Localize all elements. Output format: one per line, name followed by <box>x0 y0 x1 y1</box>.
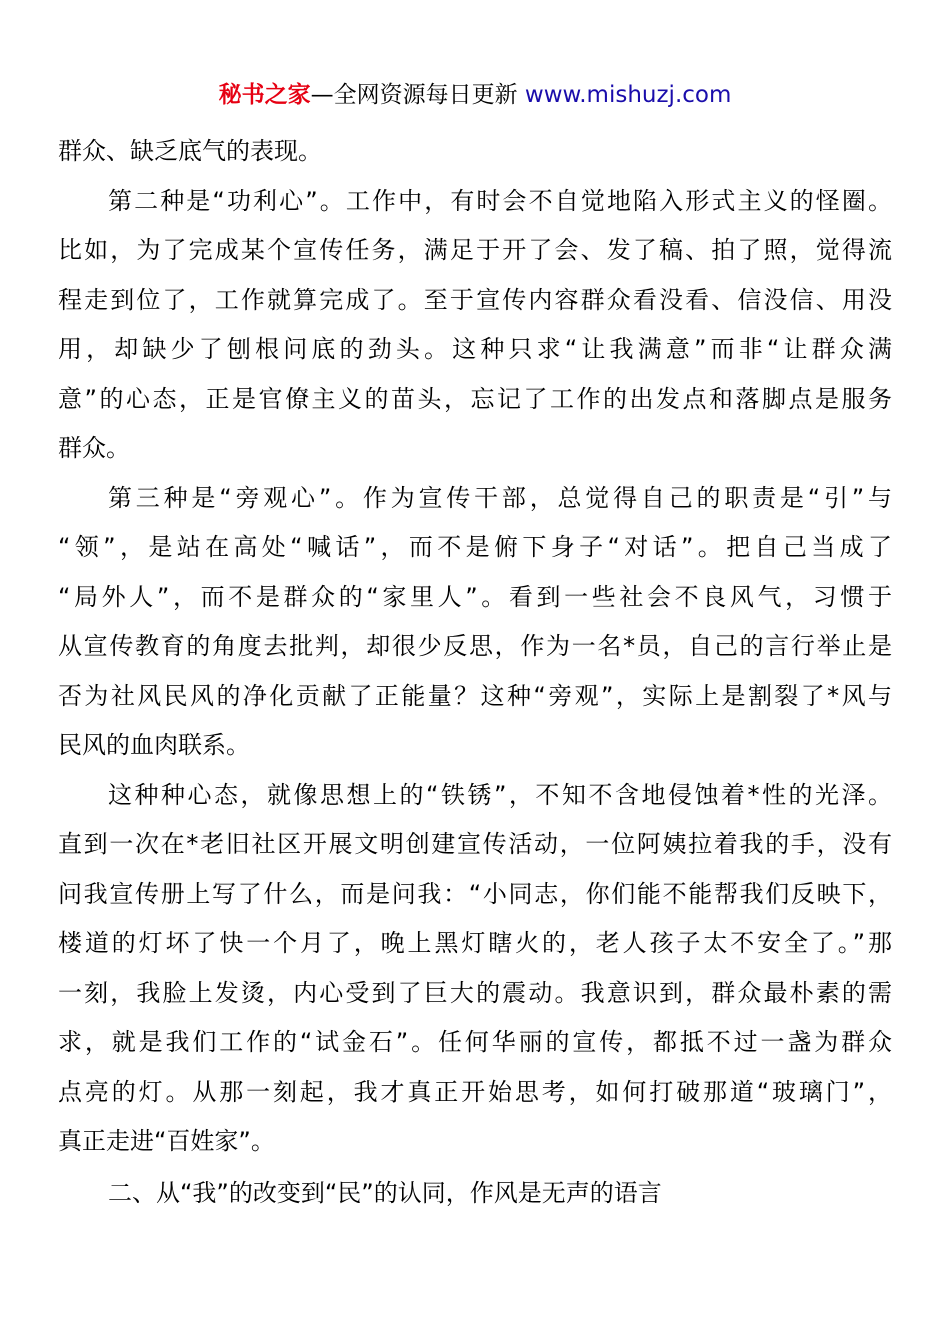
paragraph-start-line: 第二种是“功利心”。工作中，有时会不自觉地陷入形式主义的怪圈。 <box>108 186 892 215</box>
text-line: 从宣传教育的角度去批判，却很少反思，作为一名*员，自己的言行举止是 <box>58 632 892 660</box>
text-line: 用，却缺少了刨根问底的劲头。这种只求“让我满意”而非“让群众满 <box>58 335 892 363</box>
text-line: 民风的血肉联系。 <box>58 731 250 759</box>
text-line: 群众、缺乏底气的表现。 <box>58 137 322 165</box>
text-line: 程走到位了，工作就算完成了。至于宣传内容群众看没看、信没信、用没 <box>58 285 892 314</box>
text-line: 意”的心态，正是官僚主义的苗头，忘记了工作的出发点和落脚点是服务 <box>58 384 892 413</box>
text-line: 比如，为了完成某个宣传任务，满足于开了会、发了稿、拍了照，觉得流 <box>58 236 892 264</box>
paragraph-start-line: 第三种是“旁观心”。作为宣传干部，总觉得自己的职责是“引”与 <box>108 483 892 512</box>
text-line: “局外人”，而不是群众的“家里人”。看到一些社会不良风气，习惯于 <box>58 582 892 611</box>
text-line: 楼道的灯坏了快一个月了，晚上黑灯瞎火的，老人孩子太不安全了。”那 <box>58 929 892 957</box>
site-url-link[interactable]: www.mishuzj.com <box>524 82 732 108</box>
text-line: “领”，是站在高处“喊话”，而不是俯下身子“对话”。把自己当成了 <box>58 533 892 561</box>
text-line: 一刻，我脸上发烫，内心受到了巨大的震动。我意识到，群众最朴素的需 <box>58 978 892 1007</box>
text-line: 群众。 <box>58 434 130 462</box>
section-heading: 二、从“我”的改变到“民”的认同，作风是无声的语言 <box>108 1179 662 1207</box>
text-line: 点亮的灯。从那一刻起，我才真正开始思考，如何打破那道“玻璃门”， <box>58 1077 892 1106</box>
text-line: 否为社风民风的净化贡献了正能量？这种“旁观”，实际上是割裂了*风与 <box>58 681 892 710</box>
site-header <box>0 80 950 110</box>
site-brand: 秘书之家 <box>218 82 311 108</box>
paragraph-start-line: 这种种心态，就像思想上的“铁锈”，不知不含地侵蚀着*性的光泽。 <box>108 780 892 809</box>
site-tagline: —全网资源每日更新 <box>310 82 525 108</box>
text-line: 问我宣传册上写了什么，而是问我：“小同志，你们能不能帮我们反映下， <box>58 879 892 908</box>
text-line: 直到一次在*老旧社区开展文明创建宣传活动，一位阿姨拉着我的手，没有 <box>58 830 892 858</box>
document-body <box>58 127 892 1167</box>
text-line: 真正走进“百姓家”。 <box>58 1127 275 1155</box>
text-line: 求，就是我们工作的“试金石”。任何华丽的宣传，都抵不过一盏为群众 <box>58 1028 892 1056</box>
